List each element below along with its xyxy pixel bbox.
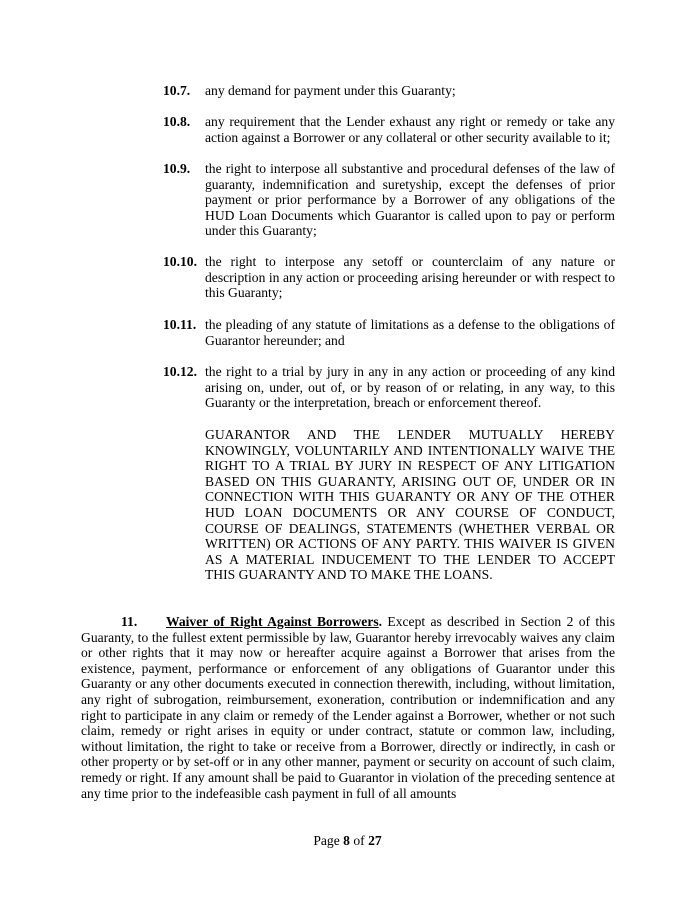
- section-number: 11.: [121, 614, 138, 629]
- item-text: the right to interpose all substantive and procedural defenses of the law of guaranty, indemnification and suretyship, except the defenses of prior payment or prior performance by a Borrower of any obligations of the HUD Loan Documents which Guarantor is called upon to pay or perform under this Guaranty;: [205, 161, 615, 239]
- page-label: Page: [313, 833, 344, 848]
- page-footer: [0, 833, 695, 849]
- section-11-paragraph: [81, 614, 615, 801]
- of-label: of: [349, 833, 369, 848]
- list-item-10-9: [163, 161, 615, 239]
- item-number: 10.8.: [163, 114, 191, 129]
- item-text: the right to a trial by jury in any in any action or proceeding of any kind arising on, under, out of, or by reason of or relating, in any way, to this Guaranty or the interpretation, breach or enforcement thereof.: [205, 364, 615, 411]
- item-number: 10.10.: [163, 254, 197, 269]
- section-heading: Waiver of Right Against Borrowers: [166, 614, 379, 629]
- item-number: 10.11.: [163, 317, 197, 332]
- list-item-10-7: [163, 83, 615, 99]
- page-number: 8: [343, 833, 350, 848]
- section-heading-period: .: [378, 614, 383, 629]
- item-text: the right to interpose any setoff or counterclaim of any nature or description in any action or proceeding arising hereunder or with respect to this Guaranty;: [205, 254, 615, 301]
- total-pages: 27: [368, 833, 382, 848]
- list-item-10-11: [163, 317, 615, 348]
- item-number: 10.7.: [163, 83, 191, 98]
- jury-waiver-paragraph: GUARANTOR AND THE LENDER MUTUALLY HEREBY KNOWINGLY, VOLUNTARILY AND INTENTIONALLY WAIVE THE RIGHT TO A TRIAL BY JURY IN RESPECT OF ANY LITIGATION BASED ON THIS GUARANTY, ARISING OUT OF, UNDER OR IN CONNECTION WITH THIS GUARANTY OR ANY OF THE OTHER HUD LOAN DOCUMENTS OR ANY COURSE OF CONDUCT, COURSE OF DEALINGS, STATEMENTS (WHETHER VERBAL OR WRITTEN) OR ACTIONS OF ANY PARTY. THIS WAIVER IS GIVEN AS A MATERIAL INDUCEMENT TO THE LENDER TO ACCEPT THIS GUARANTY AND TO MAKE THE LOANS.: [205, 427, 615, 583]
- item-number: 10.9.: [163, 161, 191, 176]
- section-body-text: Except as described in Section 2 of this Guaranty, to the fullest extent permissible by law, Guarantor hereby irrevocably waives any claim or other rights that it may now or hereafter acquire against a Borrower that arises from the existence, payment, performance or enforcement of any obligations of Guarantor under this Guaranty or any other documents executed in connection therewith, including, without limitation, any right of subrogation, reimbursement, exoneration, contribution or indemnification and any right to participate in any claim or remedy of the Lender against a Borrower, whether or not such claim, remedy or right arises in equity or under contract, statute or common law, including, without limitation, the right to take or receive from a Borrower, directly or indirectly, in cash or other property or by set-off or in any other manner, payment or security on account of such claim, remedy or right. If any amount shall be paid to Guarantor in violation of the preceding sentence at any time prior to the indefeasible cash payment in full of all amounts: [81, 614, 615, 801]
- list-item-10-12: [163, 364, 615, 411]
- list-item-10-8: [163, 114, 615, 145]
- item-text: any demand for payment under this Guaranty;: [205, 83, 456, 98]
- list-item-10-10: [163, 254, 615, 301]
- item-text: the pleading of any statute of limitations as a defense to the obligations of Guarantor hereunder; and: [205, 317, 615, 348]
- item-text: any requirement that the Lender exhaust any right or remedy or take any action against a Borrower or any collateral or other security available to it;: [205, 114, 615, 145]
- item-number: 10.12.: [163, 364, 197, 379]
